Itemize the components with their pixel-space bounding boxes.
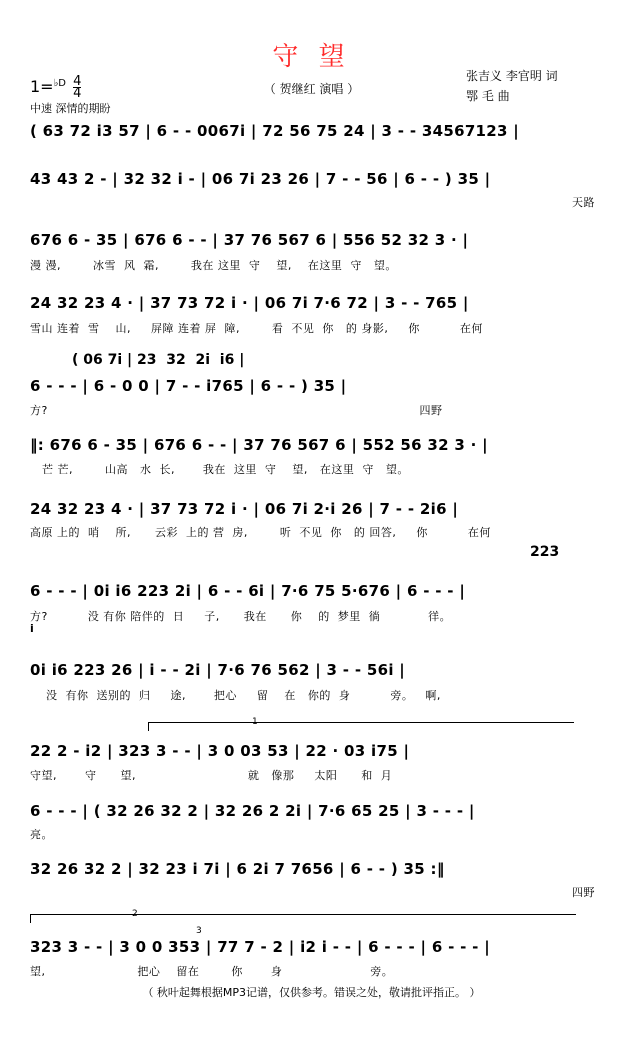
song-title: 守 望 bbox=[272, 42, 351, 72]
key-label: 1= bbox=[30, 77, 54, 96]
lyric-row-8: 方? 没 有你 陪伴的 日 子, 我在 你 的 梦里 徜 徉。 bbox=[30, 610, 452, 623]
lyric-row-2: 天路 bbox=[572, 196, 595, 209]
lyric-row-4: 雪山 连着 雪 山, 屏障 连着 屏 障, 看 不见 你 的 身影, 你 在何 bbox=[30, 322, 483, 335]
footer-note: （ 秋叶起舞根据MP3记谱，仅供参考。错误之处，敬请批评指正。 ） bbox=[142, 986, 481, 999]
credits bbox=[466, 66, 558, 106]
tempo-marking: 中速 深情的期盼 bbox=[30, 102, 111, 115]
notation-row-8: 6 - - - | 0i i6 223 2i | 6 - - 6i | 7·6 75 5·676 | 6 - - - | bbox=[30, 582, 466, 600]
upper-voice-row-5: ( 06 7i | 23 32 2i i6 | bbox=[72, 352, 245, 368]
key-signature bbox=[30, 76, 81, 99]
notation-row-7: 24 32 23 4 · | 37 73 72 i · | 06 7i 2·i 26 | 7 - - 2i6 | bbox=[30, 500, 459, 518]
composer-credit: 鄂 毛 曲 bbox=[466, 89, 510, 103]
notation-row-13: 323 3 - - | 3 0 0 353 | 77 7 - 2 | i2 i - - | 6 - - - | 6 - - - | bbox=[30, 938, 491, 956]
notation-row-1: ( 63 72 i3 57 | 6 - - 0067i | 72 56 75 24 | 3 - - 34567123 | bbox=[30, 122, 520, 140]
notation-row-6: ‖: 676 6 - 35 | 676 6 - - | 37 76 567 6 | 552 56 32 3 · | bbox=[30, 436, 488, 454]
notation-row-3: 676 6 - 35 | 676 6 - - | 37 76 567 6 | 556 52 32 3 · | bbox=[30, 231, 469, 249]
time-bottom: 4 bbox=[73, 86, 82, 101]
lyricist-credit: 张吉义 李官明 词 bbox=[466, 69, 558, 83]
upper-voice-row-8: 223 bbox=[530, 544, 560, 560]
key-note: ♭D bbox=[53, 78, 67, 89]
notation-row-4: 24 32 23 4 · | 37 73 72 i · | 06 7i 7·6 72 | 3 - - 765 | bbox=[30, 294, 469, 312]
lyric-row-12: 四野 bbox=[572, 886, 595, 899]
notation-row-9: 0i i6 223 26 | i - - 2i | 7·6 76 562 | 3 - - 56i | bbox=[30, 661, 406, 679]
volta-2-bracket bbox=[30, 914, 576, 923]
notation-row-12: 32 26 32 2 | 32 23 i 7i | 6 2i 7 7656 | 6 - - ) 35 :‖ bbox=[30, 860, 445, 878]
volta-2-label: 2 bbox=[132, 909, 138, 919]
notation-row-11: 6 - - - | ( 32 26 32 2 | 32 26 2 2i | 7·6 65 25 | 3 - - - | bbox=[30, 802, 475, 820]
lyric-row-9: 没 有你 送别的 归 途, 把心 留 在 你的 身 旁。 啊, bbox=[30, 689, 441, 702]
volta-1-label: 1 bbox=[252, 717, 258, 727]
notation-row-2: 43 43 2 - | 32 32 i - | 06 7i 23 26 | 7 - - 56 | 6 - - ) 35 | bbox=[30, 170, 491, 188]
volta-1-bracket bbox=[148, 722, 574, 731]
notation-row-10: 22 2 - i2 | 323 3 - - | 3 0 03 53 | 22 · 03 i75 | bbox=[30, 742, 410, 760]
time-signature bbox=[73, 76, 81, 99]
lyric-row-7: 高原 上的 哨 所, 云彩 上的 营 房, 听 不见 你 的 回答, 你 在何 bbox=[30, 526, 491, 539]
lyric-row-6: 芒 芒, 山高 水 长, 我在 这里 守 望, 在这里 守 望。 bbox=[30, 463, 409, 476]
grace-note: i bbox=[30, 622, 34, 635]
lyric-row-11: 亮。 bbox=[30, 828, 53, 841]
lyric-row-13: 望, 把心 留在 你 身 旁。 bbox=[30, 965, 394, 978]
lyric-row-5: 方? 四野 bbox=[30, 404, 443, 417]
lyric-row-10: 守望, 守 望, 就 像那 太阳 和 月 bbox=[30, 769, 393, 782]
time-top: 4 bbox=[73, 74, 82, 89]
notation-row-5: 6 - - - | 6 - 0 0 | 7 - - i765 | 6 - - ) 35 | bbox=[30, 377, 347, 395]
triplet-marker: 3 bbox=[196, 926, 202, 936]
singer-credit: （ 贺继红 演唱 ） bbox=[263, 82, 360, 96]
lyric-row-3: 漫 漫, 冰雪 风 霜, 我在 这里 守 望, 在这里 守 望。 bbox=[30, 259, 397, 272]
